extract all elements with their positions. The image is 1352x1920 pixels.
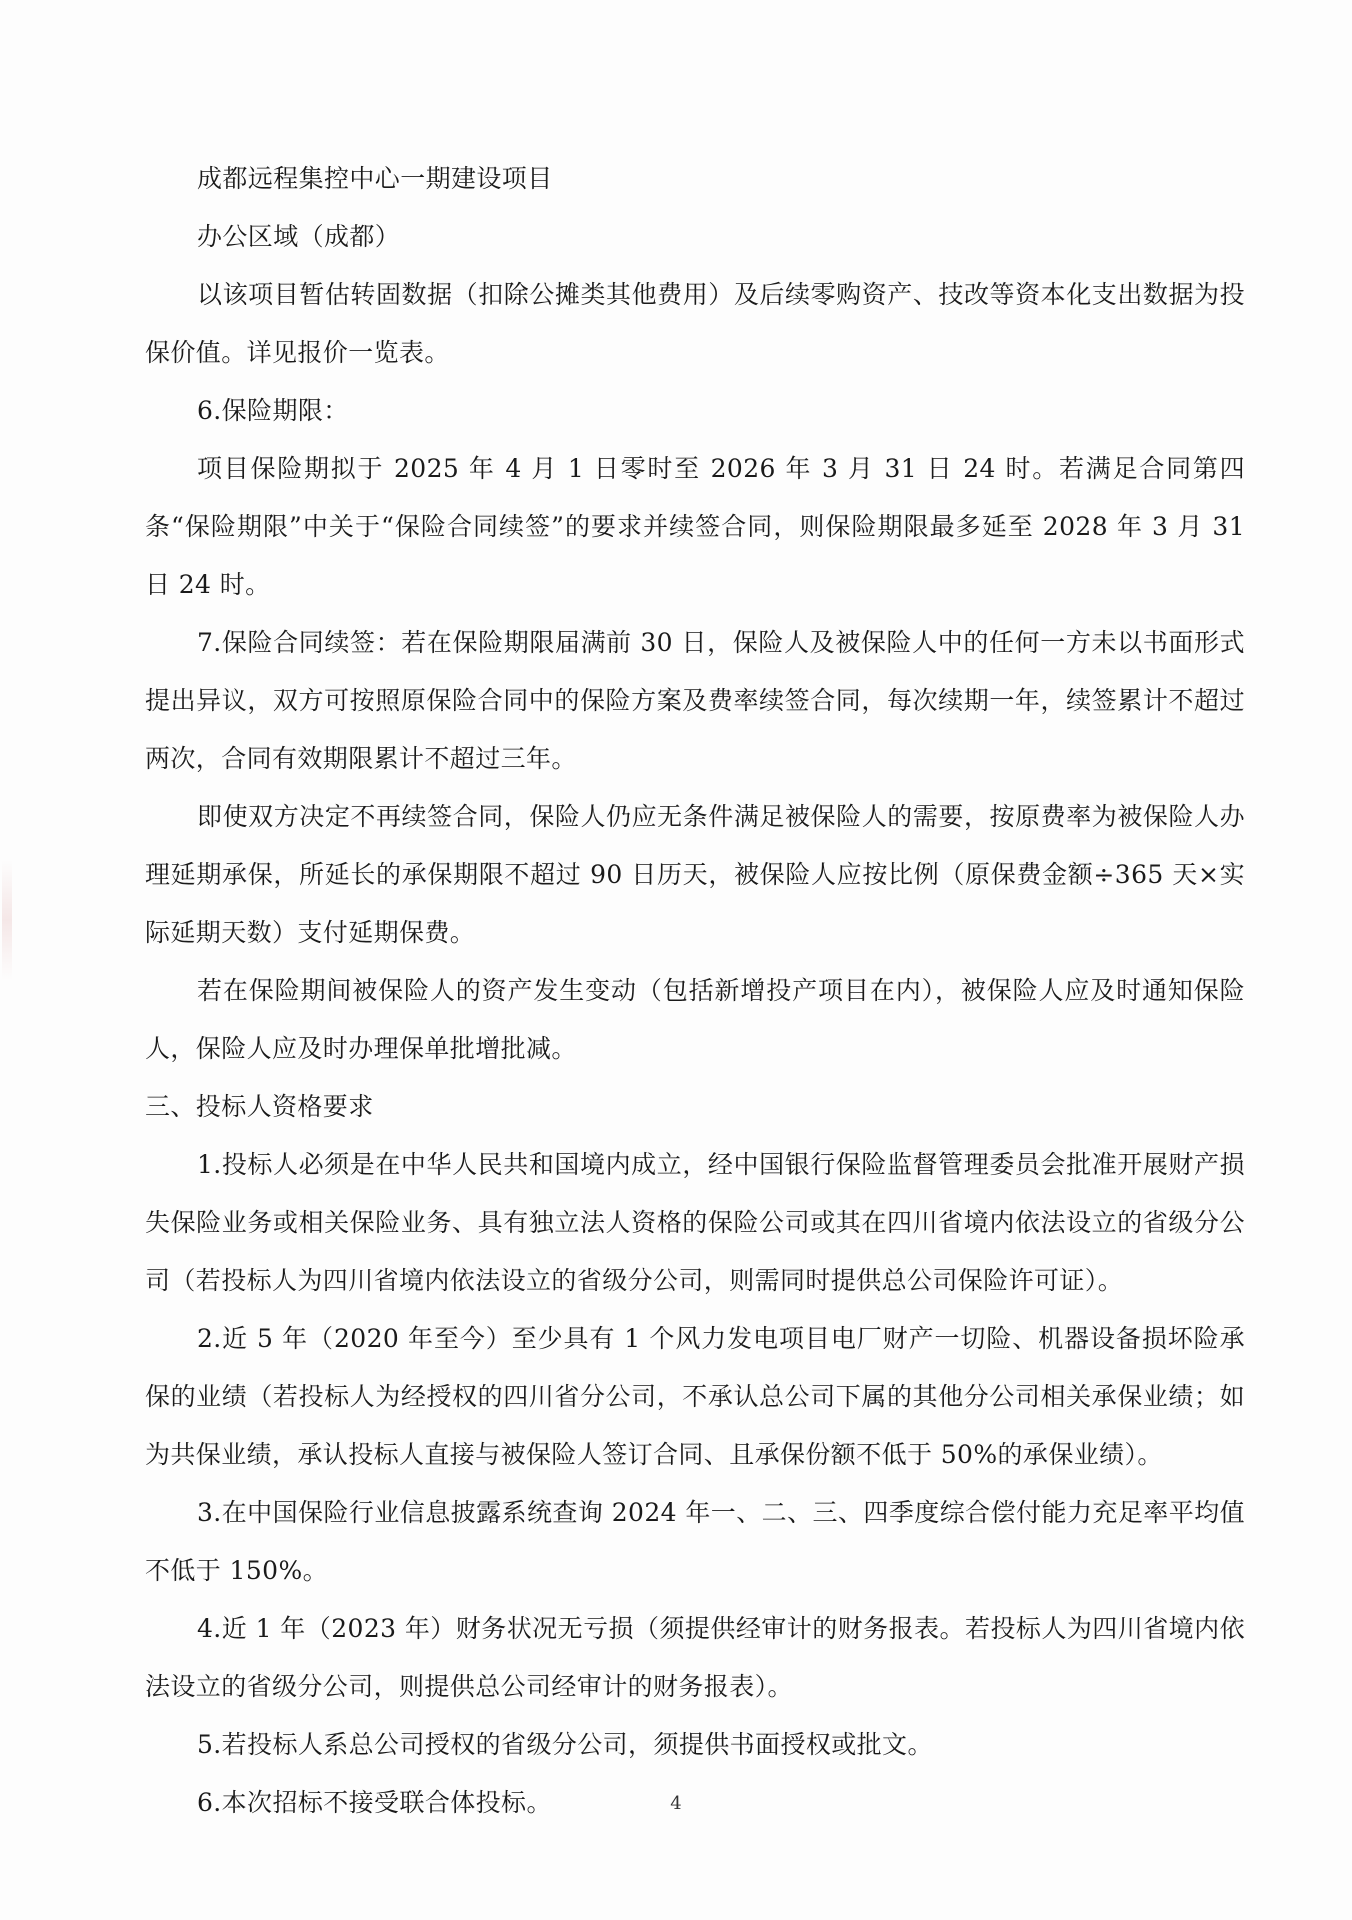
paragraph-project-name: 成都远程集控中心一期建设项目 xyxy=(197,164,553,193)
paragraph-requirement-2: 2.近 5 年（2020 年至今）至少具有 1 个风力发电项目电厂财产一切险、机器设备损坏险承保的业绩（若投标人为经授权的四川省分公司，不承认总公司下属的其他分公司相关承保业绩；如为共保业绩，承认投标人直接与被保险人签订合同、且承保份额不低于 50%的承保业绩）。 xyxy=(145,1324,1245,1469)
paragraph-requirement-5: 5.若投标人系总公司授权的省级分公司，须提供书面授权或批文。 xyxy=(197,1730,933,1759)
paragraph-insurance-period: 项目保险期拟于 2025 年 4 月 1 日零时至 2026 年 3 月 31 日 24 时。若满足合同第四条“保险期限”中关于“保险合同续签”的要求并续签合同，则保险期限最多延至 2028 年 3 月 31 日 24 时。 xyxy=(145,454,1245,599)
document-body xyxy=(145,150,1245,1832)
paragraph-requirement-4: 4.近 1 年（2023 年）财务状况无亏损（须提供经审计的财务报表。若投标人为四川省境内依法设立的省级分公司，则提供总公司经审计的财务报表）。 xyxy=(145,1614,1245,1701)
page-number: 4 xyxy=(670,1793,682,1814)
paragraph-requirement-6: 6.本次招标不接受联合体投标。 xyxy=(197,1788,552,1817)
scan-artifact xyxy=(2,860,12,980)
paragraph-requirement-3: 3.在中国保险行业信息披露系统查询 2024 年一、二、三、四季度综合偿付能力充足率平均值不低于 150%。 xyxy=(145,1498,1245,1585)
paragraph-office-area: 办公区域（成都） xyxy=(197,222,401,251)
paragraph-insured-value: 以该项目暂估转固数据（扣除公摊类其他费用）及后续零购资产、技改等资本化支出数据为投保价值。详见报价一览表。 xyxy=(145,280,1245,367)
paragraph-asset-change: 若在保险期间被保险人的资产发生变动（包括新增投产项目在内），被保险人应及时通知保险人，保险人应及时办理保单批增批减。 xyxy=(145,976,1245,1063)
section-heading-qualifications: 三、投标人资格要求 xyxy=(145,1092,374,1121)
paragraph-requirement-1: 1.投标人必须是在中华人民共和国境内成立，经中国银行保险监督管理委员会批准开展财产损失保险业务或相关保险业务、具有独立法人资格的保险公司或其在四川省境内依法设立的省级分公司（若投标人为四川省境内依法设立的省级分公司，则需同时提供总公司保险许可证）。 xyxy=(145,1150,1245,1295)
paragraph-insurance-period-title: 6.保险期限： xyxy=(197,396,349,425)
paragraph-extension: 即使双方决定不再续签合同，保险人仍应无条件满足被保险人的需要，按原费率为被保险人办理延期承保，所延长的承保期限不超过 90 日历天，被保险人应按比例（原保费金额÷365 天×实际延期天数）支付延期保费。 xyxy=(145,802,1245,947)
paragraph-contract-renewal: 7.保险合同续签：若在保险期限届满前 30 日，保险人及被保险人中的任何一方未以书面形式提出异议，双方可按照原保险合同中的保险方案及费率续签合同，每次续期一年，续签累计不超过两次，合同有效期限累计不超过三年。 xyxy=(145,628,1245,773)
